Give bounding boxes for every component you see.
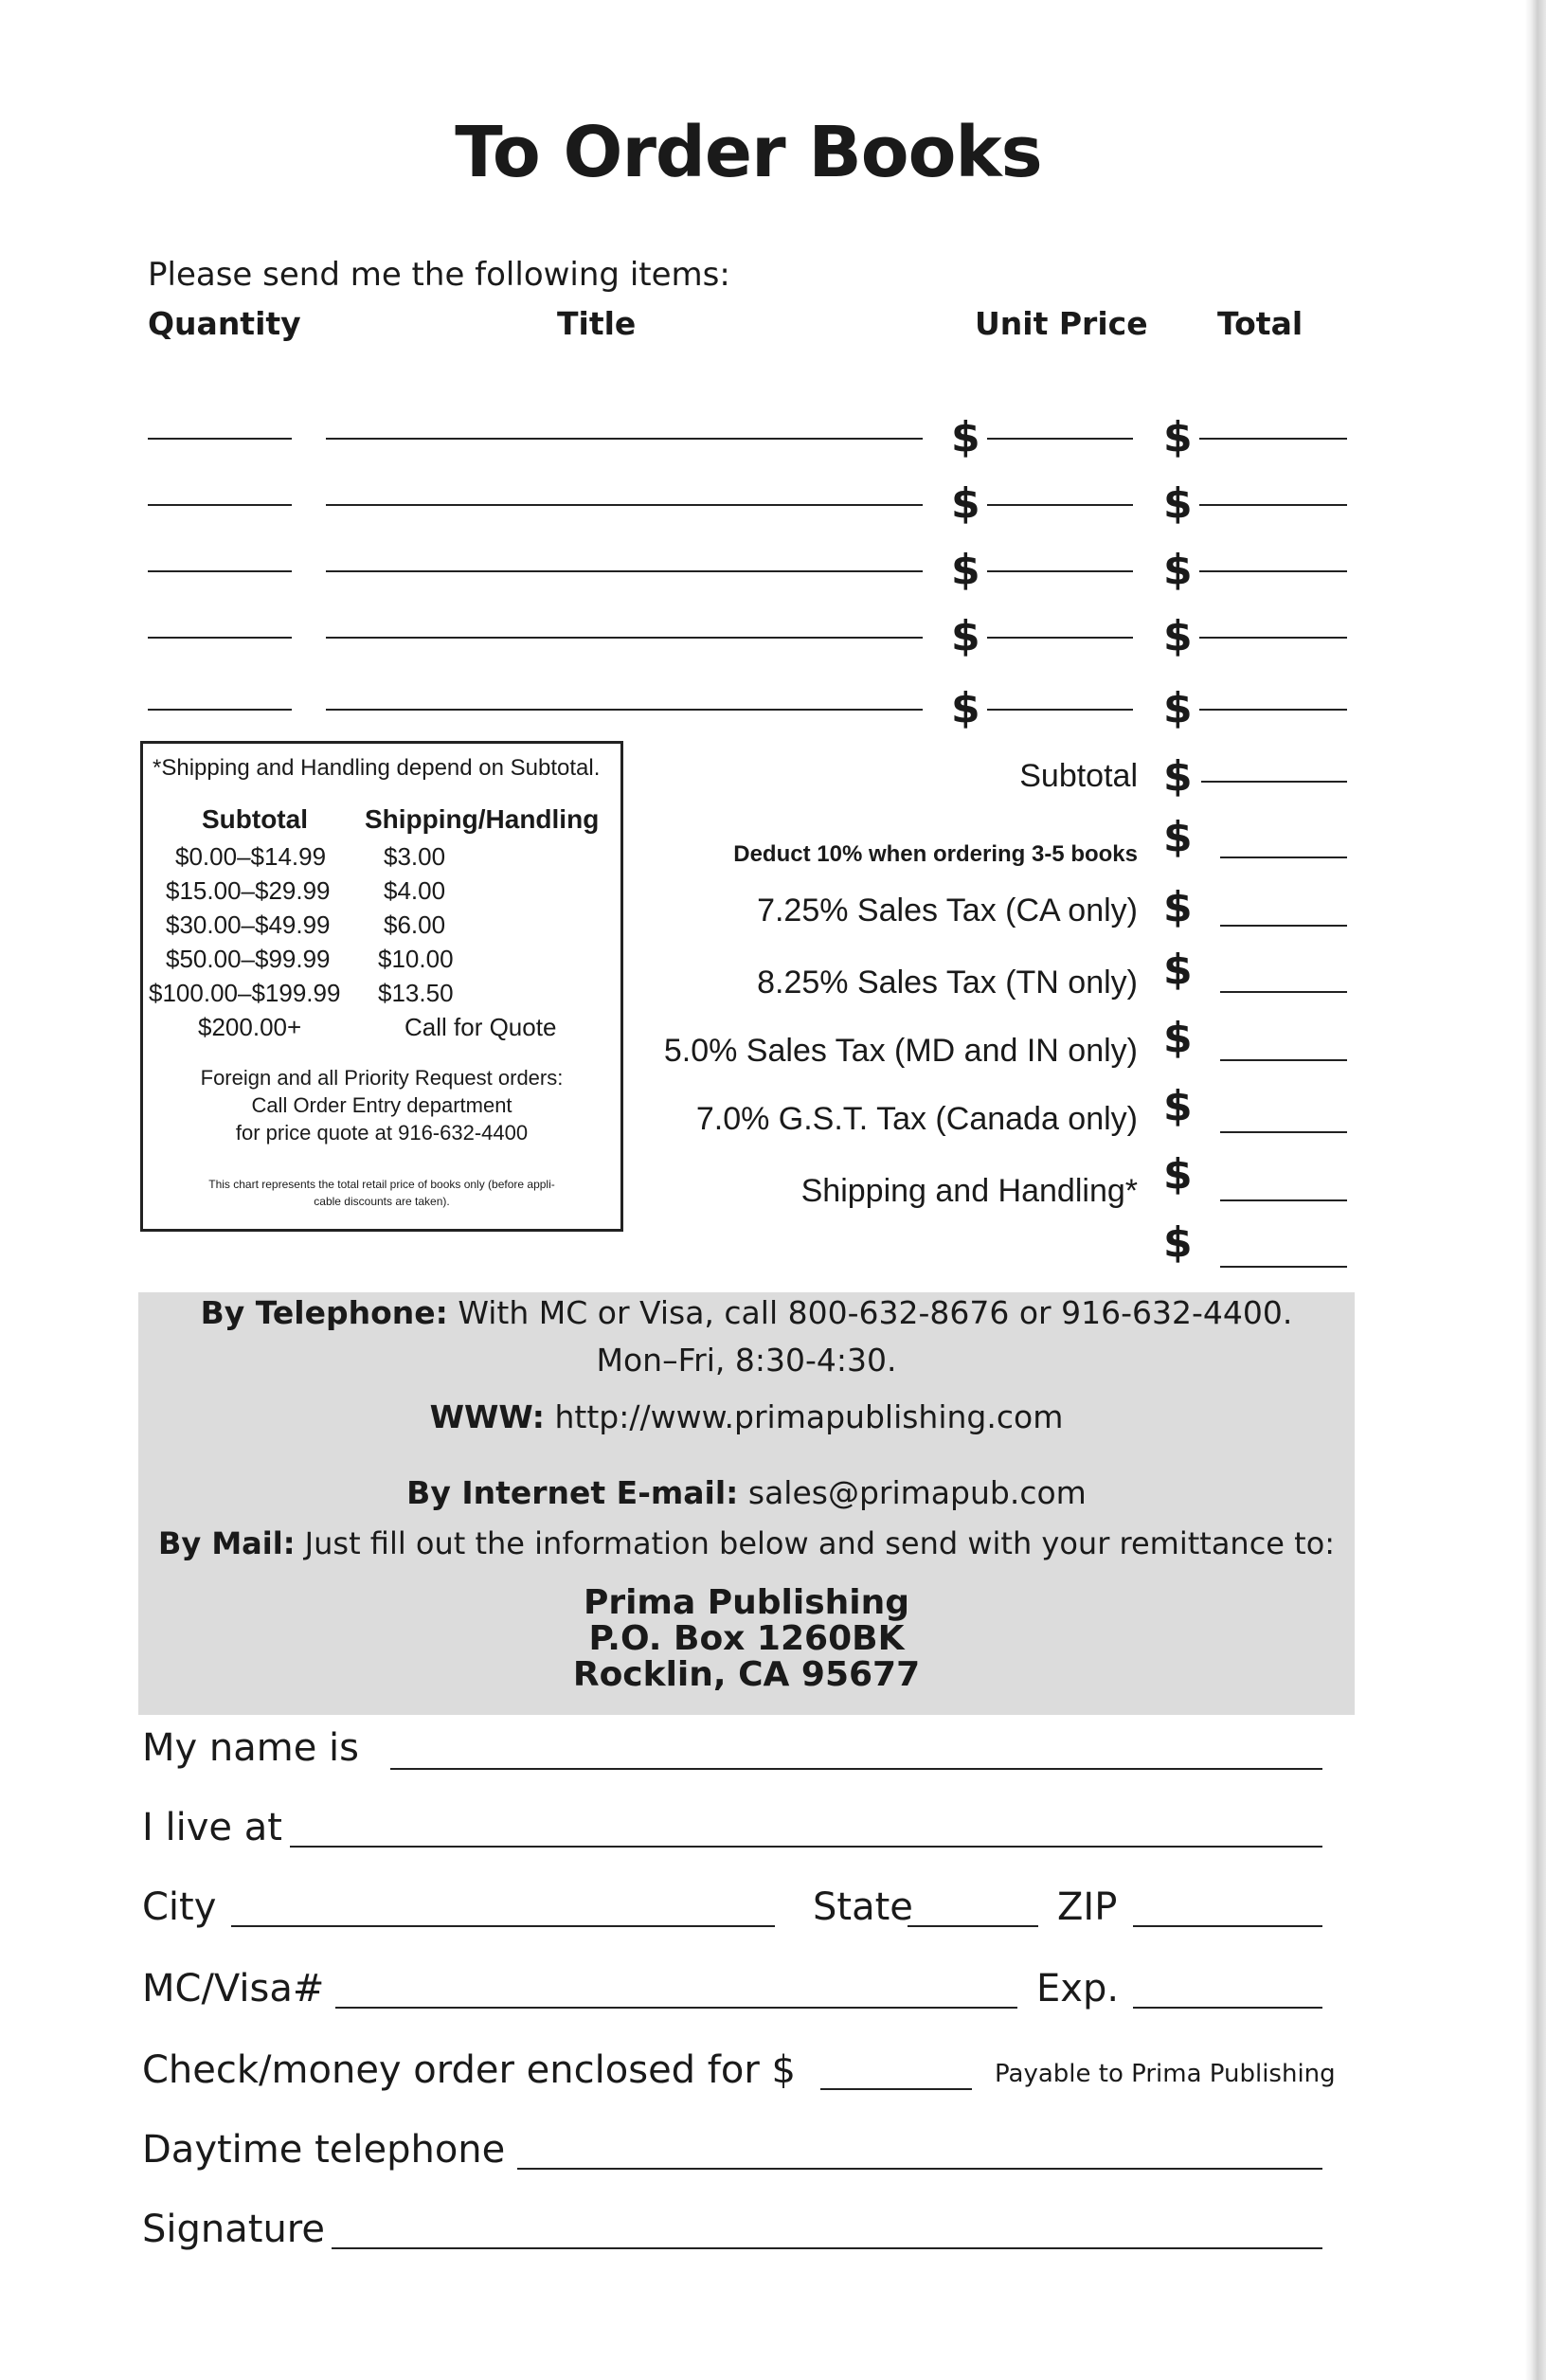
total-field[interactable] xyxy=(1199,504,1347,506)
name-field[interactable] xyxy=(390,1768,1322,1770)
total-field[interactable] xyxy=(1199,570,1347,572)
mail-line xyxy=(138,1525,1355,1561)
chart-fine-print: This chart represents the total retail price of books only (before appli- xyxy=(208,1178,555,1191)
quantity-field[interactable] xyxy=(148,637,292,639)
ca-tax-label: 7.25% Sales Tax (CA only) xyxy=(757,892,1138,929)
email-line xyxy=(138,1474,1355,1511)
city-label: City xyxy=(142,1885,217,1929)
address-line: Rocklin, CA 95677 xyxy=(572,1655,921,1694)
contact-panel xyxy=(138,1292,1355,1715)
title-field[interactable] xyxy=(326,438,923,440)
mail-label: By Mail: xyxy=(157,1525,296,1561)
chart-fine-print: cable discounts are taken). xyxy=(314,1195,450,1208)
dollar-sign: $ xyxy=(951,612,980,660)
phone-text: With MC or Visa, call 800-632-8676 or 916-632-4400. xyxy=(458,1294,1293,1331)
foreign-note: Foreign and all Priority Request orders: xyxy=(200,1066,564,1090)
shipping-range: $15.00–$29.99 xyxy=(166,876,331,905)
column-quantity: Quantity xyxy=(148,305,301,342)
shipping-fee: $4.00 xyxy=(384,876,446,905)
dollar-sign: $ xyxy=(1163,946,1193,994)
dollar-sign: $ xyxy=(951,546,980,594)
shipping-range: $200.00+ xyxy=(198,1013,302,1041)
dollar-sign: $ xyxy=(1163,1150,1193,1199)
quantity-field[interactable] xyxy=(148,438,292,440)
foreign-note: for price quote at 916-632-4400 xyxy=(235,1121,529,1145)
address-field[interactable] xyxy=(290,1846,1322,1848)
quantity-field[interactable] xyxy=(148,570,292,572)
unit-price-field[interactable] xyxy=(987,570,1133,572)
state-label: State xyxy=(813,1885,913,1929)
www-line xyxy=(138,1398,1355,1435)
dollar-sign: $ xyxy=(1163,883,1193,931)
unit-price-field[interactable] xyxy=(987,637,1133,639)
column-title: Title xyxy=(557,305,637,342)
dollar-sign: $ xyxy=(1163,1082,1193,1130)
dollar-sign: $ xyxy=(951,684,980,732)
dollar-sign: $ xyxy=(1163,413,1193,461)
ca-tax-field[interactable] xyxy=(1220,925,1347,927)
dollar-sign: $ xyxy=(1163,752,1193,801)
title-field[interactable] xyxy=(326,709,923,711)
address-line: Prima Publishing xyxy=(583,1583,910,1622)
shipping-field[interactable] xyxy=(1220,1199,1347,1201)
zip-label: ZIP xyxy=(1057,1885,1118,1929)
subtotal-label: Subtotal xyxy=(1019,758,1138,794)
shipping-range: $100.00–$199.99 xyxy=(149,979,341,1007)
card-label: MC/Visa# xyxy=(142,1967,325,2010)
dollar-sign: $ xyxy=(951,479,980,528)
mail-text: Just fill out the information below and send with your remittance to: xyxy=(304,1525,1336,1561)
gst-field[interactable] xyxy=(1220,1131,1347,1133)
email-link[interactable]: sales@primapub.com xyxy=(747,1474,1087,1511)
name-label: My name is xyxy=(142,1726,360,1770)
title-field[interactable] xyxy=(326,504,923,506)
discount-field[interactable] xyxy=(1220,856,1347,858)
dollar-sign: $ xyxy=(951,413,980,461)
discount-label: Deduct 10% when ordering 3-5 books xyxy=(733,841,1138,867)
phone-label: By Telephone: xyxy=(200,1294,448,1331)
signature-label: Signature xyxy=(142,2208,325,2251)
column-unit-price: Unit Price xyxy=(975,305,1148,342)
shipping-fee: $13.50 xyxy=(378,979,454,1007)
shipping-fee: $10.00 xyxy=(378,945,454,973)
intro-text: Please send me the following items: xyxy=(148,256,730,294)
phone-field-label: Daytime telephone xyxy=(142,2128,506,2172)
column-total: Total xyxy=(1217,305,1303,342)
grand-total-field[interactable] xyxy=(1220,1266,1347,1268)
state-field[interactable] xyxy=(908,1925,1038,1927)
dollar-sign: $ xyxy=(1163,684,1193,732)
dollar-sign: $ xyxy=(1163,1218,1193,1267)
www-label: WWW: xyxy=(429,1398,546,1435)
foreign-note: Call Order Entry department xyxy=(251,1093,512,1117)
shipping-fee: Call for Quote xyxy=(404,1013,557,1041)
check-amount-field[interactable] xyxy=(820,2088,972,2090)
unit-price-field[interactable] xyxy=(987,709,1133,711)
card-number-field[interactable] xyxy=(335,2007,1017,2009)
total-field[interactable] xyxy=(1199,438,1347,440)
payable-note: Payable to Prima Publishing xyxy=(995,2060,1336,2088)
total-field[interactable] xyxy=(1199,709,1347,711)
shipping-range: $50.00–$99.99 xyxy=(166,945,331,973)
shipping-fee: $3.00 xyxy=(384,842,446,871)
shipping-col-subtotal: Subtotal xyxy=(202,804,308,834)
page-title: To Order Books xyxy=(455,112,1042,193)
email-label: By Internet E-mail: xyxy=(406,1474,739,1511)
expiry-label: Exp. xyxy=(1036,1967,1120,2010)
tn-tax-label: 8.25% Sales Tax (TN only) xyxy=(757,965,1138,1001)
shipping-chart-header: *Shipping and Handling depend on Subtotal. xyxy=(153,755,601,781)
unit-price-field[interactable] xyxy=(987,504,1133,506)
md-tax-field[interactable] xyxy=(1220,1059,1347,1061)
city-field[interactable] xyxy=(231,1925,775,1927)
shipping-chart xyxy=(140,741,623,1232)
unit-price-field[interactable] xyxy=(987,438,1133,440)
daytime-phone-field[interactable] xyxy=(517,2168,1322,2170)
title-field[interactable] xyxy=(326,637,923,639)
check-label: Check/money order enclosed for $ xyxy=(142,2048,796,2092)
subtotal-field[interactable] xyxy=(1201,781,1347,783)
dollar-sign: $ xyxy=(1163,1014,1193,1062)
dollar-sign: $ xyxy=(1163,612,1193,660)
quantity-field[interactable] xyxy=(148,709,292,711)
dollar-sign: $ xyxy=(1163,546,1193,594)
shipping-range: $0.00–$14.99 xyxy=(175,842,327,871)
zip-field[interactable] xyxy=(1133,1925,1322,1927)
address-label: I live at xyxy=(142,1806,282,1849)
expiry-field[interactable] xyxy=(1133,2007,1322,2009)
total-field[interactable] xyxy=(1199,637,1347,639)
phone-line xyxy=(138,1294,1355,1331)
shipping-fee: $6.00 xyxy=(384,911,446,939)
page-edge xyxy=(1525,0,1546,2380)
dollar-sign: $ xyxy=(1163,813,1193,861)
shipping-col-fee: Shipping/Handling xyxy=(365,804,600,834)
quantity-field[interactable] xyxy=(148,504,292,506)
shipping-label: Shipping and Handling* xyxy=(800,1173,1138,1209)
title-field[interactable] xyxy=(326,570,923,572)
signature-field[interactable] xyxy=(332,2247,1322,2249)
gst-label: 7.0% G.S.T. Tax (Canada only) xyxy=(695,1101,1138,1137)
dollar-sign: $ xyxy=(1163,479,1193,528)
www-link[interactable]: http://www.primapublishing.com xyxy=(554,1398,1064,1435)
address-line: P.O. Box 1260BK xyxy=(588,1619,905,1658)
hours-text: Mon–Fri, 8:30-4:30. xyxy=(596,1342,897,1379)
tn-tax-field[interactable] xyxy=(1220,991,1347,993)
shipping-range: $30.00–$49.99 xyxy=(166,911,331,939)
md-tax-label: 5.0% Sales Tax (MD and IN only) xyxy=(663,1033,1138,1069)
